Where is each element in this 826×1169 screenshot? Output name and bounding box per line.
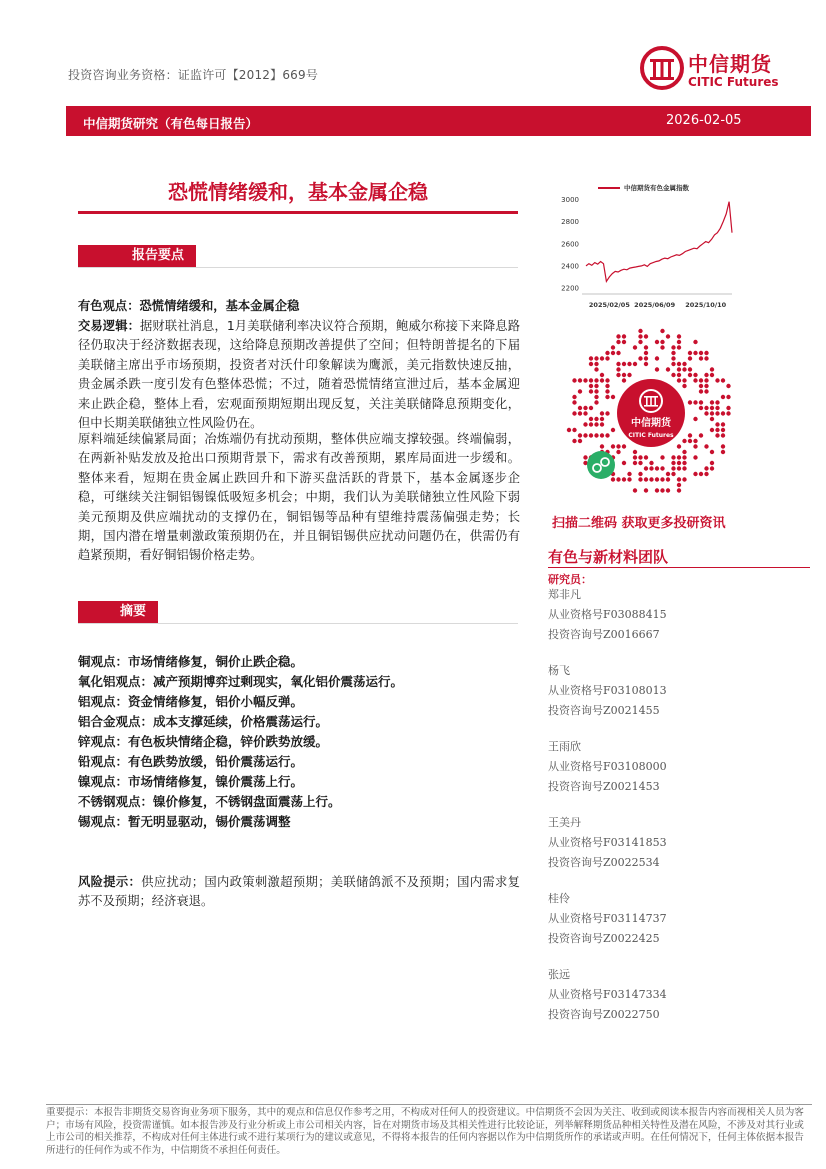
qr-code[interactable] [563,325,739,501]
disclaimer: 重要提示：本报告非期货交易咨询业务项下服务，其中的观点和信息仅作参考之用，不构成对任何人的投资建议。中信期货不会因为关注、收到或阅读本报告内容而视相关人员为客户；市场有风险，投资需谨慎。如本报告涉及行业分析或上市公司相关内容，旨在对期货市场及其相关性进行比较论证，列举解释期货品种相关特性及潜在风险，不涉及对其行业或上市公司的相关推荐，不构成对任何主体进行或不进行某项行为的建议或意见，不得将本报告的任何内容据以作为中信期货所作的承诺或声明。在任何情况下，任何主体依据本报告所进行的任何作为或不作为，中信期货不承担任何责任。 [46,1107,804,1156]
summary-item: 铜观点：市场情绪修复，铜价止跌企稳。 [78,654,304,669]
risk-label: 风险提示： [78,875,142,889]
summary-item: 不锈钢观点：镍价修复，不锈钢盘面震荡上行。 [78,794,341,809]
page-title: 恐慌情绪缓和，基本金属企稳 [168,180,428,204]
x-tick-label: 2025/06/09 [634,301,676,309]
team-title: 有色与新材料团队 [548,548,669,566]
analyst-cert: 从业资格号F03108000 [548,760,667,773]
analyst-consult: 投资咨询号Z0016667 [548,628,660,641]
y-tick-label: 2800 [561,218,579,227]
logo-en-text: CITIC Futures [688,75,779,89]
x-tick-label: 2025/02/05 [588,301,630,309]
summary-item: 锡观点：暂无明显驱动，锡价震荡调整 [78,814,291,829]
analyst-consult: 投资咨询号Z0022534 [548,856,660,869]
analyst-consult: 投资咨询号Z0021455 [548,704,660,717]
x-tick-label: 2025/10/10 [685,301,727,309]
title-divider [78,211,518,214]
y-tick-label: 2400 [561,262,579,271]
analyst-name: 王美丹 [548,816,581,829]
summary-item: 镍观点：市场情绪修复，镍价震荡上行。 [78,774,304,789]
logic-paragraph [78,317,520,433]
analyst-block [548,585,667,645]
analyst-block [548,737,667,797]
report-series: 中信期货研究（有色每日报告） [83,116,259,131]
section-label: 摘要 [108,601,158,623]
qr-caption: 扫描二维码 获取更多投研资讯 [552,516,726,531]
qr-brand-en: CITIC Futures [628,432,674,439]
researcher-label: 研究员： [548,573,592,586]
section-header-summary [78,601,158,623]
view-paragraph [78,297,520,316]
view-text: 恐慌情绪缓和，基本金属企稳 [139,299,300,313]
analyst-consult: 投资咨询号Z0021453 [548,780,660,793]
mini-program-icon [587,451,615,479]
logic-label: 交易逻辑： [78,319,141,333]
risk-text: 供应扰动；国内政策刺激超预期；美联储鸽派不及预期；国内需求复苏不及预期；经济衰退。 [78,875,520,909]
metals-index-chart [548,178,738,314]
analyst-consult: 投资咨询号Z0022425 [548,932,660,945]
analyst-block [548,965,667,1025]
citic-logo-icon [640,46,684,90]
summary-item: 铝观点：资金情绪修复，铝价小幅反弹。 [78,694,304,709]
analyst-block [548,889,667,949]
analyst-name: 王雨欣 [548,740,581,753]
analyst-name: 桂伶 [548,892,570,905]
summary-item: 铅观点：有色跌势放缓，铅价震荡运行。 [78,754,304,769]
summary-item: 氧化铝观点：减产预期博弈过剩现实，氧化铝价震荡运行。 [78,674,404,689]
section-label: 报告要点 [120,245,196,267]
analyst-cert: 从业资格号F03088415 [548,608,667,621]
section-header-highlights [78,245,196,267]
report-date: 2026-02-05 [666,113,742,128]
y-tick-label: 2600 [561,240,579,249]
analyst-cert: 从业资格号F03114737 [548,912,667,925]
risk-paragraph [78,873,520,912]
y-tick-label: 2200 [561,284,579,293]
company-logo [640,44,805,98]
footer-divider [46,1104,812,1105]
chart-legend: 中信期货有色金属指数 [624,184,689,192]
section-divider [78,623,518,624]
series-line [586,202,732,282]
analyst-cert: 从业资格号F03147334 [548,988,667,1001]
analyst-block [548,661,667,721]
analyst-block [548,813,667,873]
license-text: 投资咨询业务资格：证监许可【2012】669号 [68,68,319,82]
section-divider [78,267,518,268]
team-divider [548,567,810,568]
view-label: 有色观点： [78,299,140,313]
analyst-cert: 从业资格号F03108013 [548,684,667,697]
summary-item: 锌观点：有色板块情绪企稳，锌价跌势放缓。 [78,734,329,749]
logo-cn-text: 中信期货 [688,52,772,76]
analyst-cert: 从业资格号F03141853 [548,836,667,849]
analyst-consult: 投资咨询号Z0022750 [548,1008,660,1021]
qr-brand-cn: 中信期货 [631,418,671,429]
analyst-name: 杨飞 [548,664,570,677]
logic-paragraph-2: 原料端延续偏紧局面；冶炼端仍有扰动预期，整体供应端支撑较强。终端偏弱，在两新补贴发放及抢出口预期背景下，需求有改善预期，累库局面进一步缓和。整体来看，短期在贵金属止跌回升和下游买盘活跃的背景下，基本金属逐步企稳，可继续关注铜铝锡镍低吸短多机会；中期，我们认为美联储独立性风险下弱美元预期及供应端扰动的支撑仍在，铜铝锡等品种有望维持震荡偏强走势；长期，国内潜在增量刺激政策预期仍在，并且铜铝锡供应扰动问题仍在，供需仍有趋紧预期，看好铜铝锡价格走势。 [78,432,520,563]
summary-item: 铝合金观点：成本支撑延续，价格震荡运行。 [78,714,329,729]
analyst-name: 张远 [548,968,570,981]
analyst-name: 郑非凡 [548,588,581,601]
y-tick-label: 3000 [561,196,579,205]
logic-text: 据财联社消息，1月美联储利率决议符合预期，鲍威尔称接下来降息路径仍取决于经济数据表现，这给降息预期改善提供了空间；但特朗普提名的下届美联储主席出乎市场预期，投资者对沃什印象解读为鹰派，美元指数快速反抽，贵金属杀跌一度引发有色整体恐慌；不过，随着恐慌情绪宣泄过后，基本金属迎来止跌企稳，整体上看，宏观面预期短期出现反复，关注美联储降息预期变化，但中长期美联储独立性风险仍在。 [78,319,520,431]
